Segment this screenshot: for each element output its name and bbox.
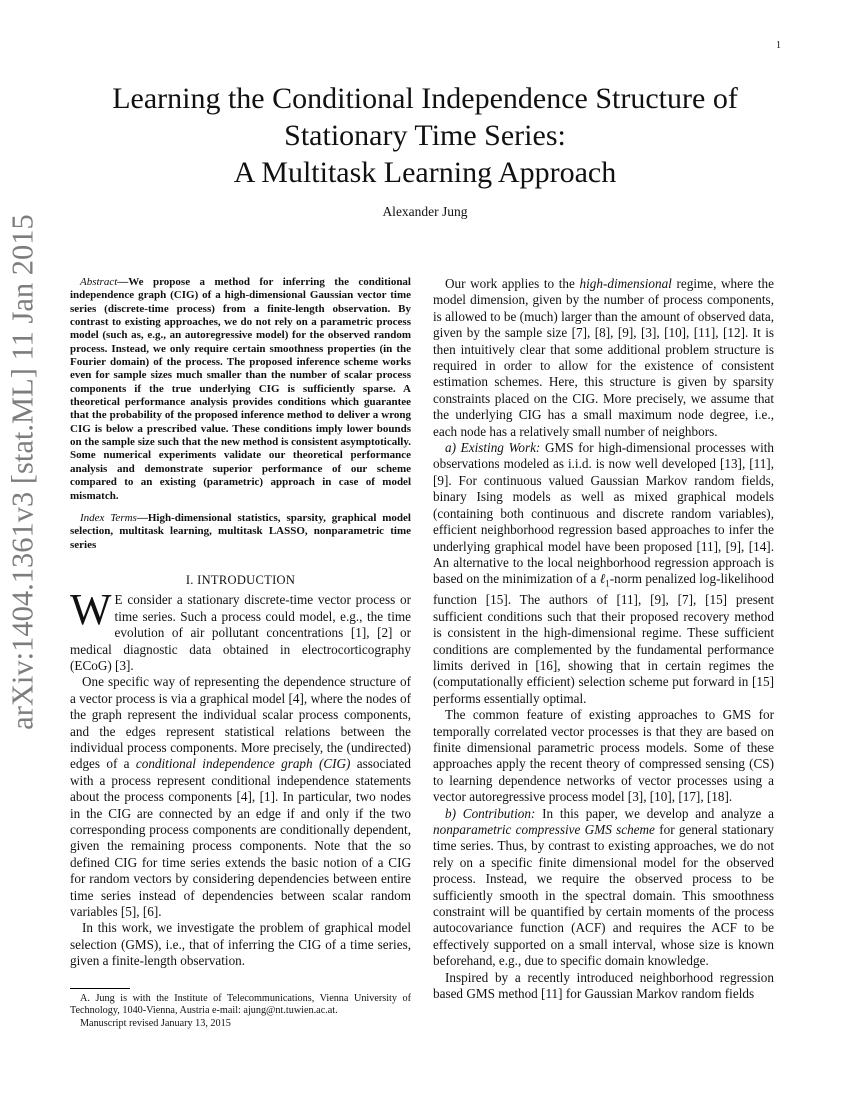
author-name: Alexander Jung: [382, 204, 468, 219]
abstract-text: —We propose a method for inferring the conditional independence graph (CIG) of a high-dimensional Gaussian vector time series (discrete-time process) from a finite-length observation. By contrast to existing approaches, we do not rely on a parametric process model (such as, e.g., an autoregressive model) for the observed random process. Instead, we only require certain smoothness properties (in the Fourier domain) of the process. The proposed inference scheme works even for sample sizes much smaller than the number of scalar process components if the true underlying CIG is sufficiently sparse. A theoretical performance analysis provides conditions which guarantee that the probability of the proposed inference method to deliver a wrong CIG is below a prescribed value. These conditions imply lower bounds on the sample size such that the new method is consistent asymptotically. Some numerical experiments validate our theoretical performance analysis and demonstrate superior performance of our scheme compared to an existing (parametric) approach in case of model mismatch.: [70, 276, 411, 502]
footnotes: [70, 988, 411, 1030]
page-number: 1: [776, 40, 781, 51]
right-paragraph-1: [433, 276, 774, 440]
existing-work-text-b: -norm penalized log-likelihood function [15]. The authors of [11], [9], [7], [15] present sufficient conditions such that their proposed recovery method is consistent in the high-dimensional regime. These sufficient conditions are complemented by the fundamental performance limits derived in [16], showing that in certain regimes the (computationally efficient) selection scheme put forward in [15] performs essentially optimal.: [433, 571, 774, 706]
section-heading-introduction: [70, 572, 411, 588]
contribution-paragraph: [433, 806, 774, 970]
intro-paragraph-3: In this work, we investigate the problem of graphical model selection (GMS), i.e., that of inferring the CIG of a time series, given a finite-length observation.: [70, 920, 411, 969]
arxiv-identifier-text: arXiv:1404.1361v3 [stat.ML] 11 Jan 2015: [5, 214, 40, 730]
dropcap-letter: W: [70, 585, 112, 635]
title-line-1: Learning the Conditional Independence Structure of: [112, 82, 738, 115]
right-paragraph-5: Inspired by a recently introduced neighborhood regression based GMS method [11] for Gaussian Markov random fields: [433, 969, 774, 1002]
paper-title: [40, 80, 810, 191]
intro-paragraph-1-text: consider a stationary discrete-time vector process or time series. Such a process could model, e.g., the time evolution of air pollutant concentrations [1], [2] or medical diagnostic data obtained in electrocorticography (ECoG) [3].: [70, 592, 411, 673]
abstract: [70, 276, 411, 503]
right-paragraph-3: The common feature of existing approaches to GMS for temporally correlated vector processes is that they are based on finite dimensional parametric process models. Some of these approaches apply the recent theory of compressed sensing (CS) to learning dependence networks of vector processes using a vector autoregressive process model [3], [10], [17], [18].: [433, 707, 774, 805]
arxiv-identifier-stamp: [2, 214, 44, 730]
intro-paragraph-2: [70, 674, 411, 920]
footnote-rule: [70, 988, 130, 989]
index-terms-text: —High-dimensional statistics, sparsity, graphical model selection, multitask learning, multitask LASSO, nonparametric time series: [70, 511, 411, 551]
right-column: [433, 276, 774, 1003]
section-title-initial: I: [197, 572, 202, 587]
l1-norm-subscript: 1: [605, 578, 610, 589]
right-paragraph-1-text-a: Our work applies to the: [445, 276, 580, 291]
footnote-affiliation: A. Jung is with the Institute of Telecommunications, Vienna University of Technology, 1040-Vienna, Austria e-mail: ajung@nt.tuwien.ac.at.: [70, 993, 411, 1017]
contribution-text-a: In this paper, we develop and analyze a: [535, 805, 774, 821]
existing-work-paragraph: [433, 440, 774, 707]
intro-paragraph-1: [70, 585, 411, 674]
existing-work-text-a: GMS for high-dimensional processes with observations modeled as i.i.d. is now well developed [13], [11], [9]. For continuous valued Gaussian Markov random fields, binary Ising models as well as mixed graphical models (containing both continuous and discrete random variables), efficient neighborhood regression based approaches to infer the underlying graphical model have been proposed [11], [9], [14]. An alternative to the local neighborhood regression approach is based on the minimization of a: [433, 440, 774, 587]
left-column: [70, 276, 411, 970]
abstract-lead: Abstract: [80, 276, 118, 288]
cig-term: conditional independence graph (CIG): [135, 756, 351, 772]
first-word-rest: E: [114, 592, 123, 608]
intro-paragraph-2-text-a: One specific way of representing the dependence structure of a vector process is via a graphical model [4], where the nodes of the graph represent the individual scalar process components, and the edges represent statistical relations between the individual process components. More precisely, the (undirected) edges of a: [70, 674, 411, 772]
contribution-text-b: for general stationary time series. Thus, by contrast to existing approaches, we do not rely on a specific finite dimensional model for the observed process. Instead, we require the observed process to be sufficiently smooth in the spectral domain. This smoothness constraint will be quantified by certain moments of the process autocovariance function (ACF) and requires the ACF to be effectively supported on a small interval, whose size is known beforehand, e.g., due to specific domain knowledge.: [433, 822, 774, 969]
right-paragraph-1-text-b: regime, where the model dimension, given by the number of process components, is allowed to be (much) larger than the amount of observed data, given by the sample size [7], [8], [9], [3], [10], [11], [12]. It is then intuitively clear that some additional problem structure is required in order to allow for the existence of consistent estimation schemes. Here, this structure is given by sparsity constraints placed on the CIG. More precisely, we assume that the underlying CIG has a small maximum node degree, i.e., each node has a relatively small number of neighbors.: [433, 276, 774, 439]
index-terms-lead: Index Terms: [80, 511, 137, 524]
l1-norm-symbol: ℓ: [599, 571, 606, 587]
index-terms: [70, 512, 411, 552]
title-line-2: Stationary Time Series:: [284, 119, 566, 152]
nonparametric-gms-term: nonparametric compressive GMS scheme: [433, 822, 655, 838]
section-title-rest: NTRODUCTION: [201, 572, 296, 587]
footnote-revised: Manuscript revised January 13, 2015: [80, 1017, 231, 1029]
contribution-label: b) Contribution:: [445, 805, 536, 821]
title-line-3: A Multitask Learning Approach: [233, 156, 617, 189]
section-number: I.: [185, 572, 194, 587]
intro-paragraph-2-text-b: associated with a process represent conditional independence statements about the process components [4], [1]. In particular, two nodes in the CIG are connected by an edge if and only if the two corresponding process components are conditionally dependent, given the remaining process components. Note that the so defined CIG for time series extends the basic notion of a CIG for random vectors by considering dependencies between entire time series instead of dependencies between scalar random variables [5], [6].: [70, 756, 411, 919]
high-dimensional-term: high-dimensional: [579, 276, 672, 291]
existing-work-label: a) Existing Work:: [445, 440, 541, 456]
